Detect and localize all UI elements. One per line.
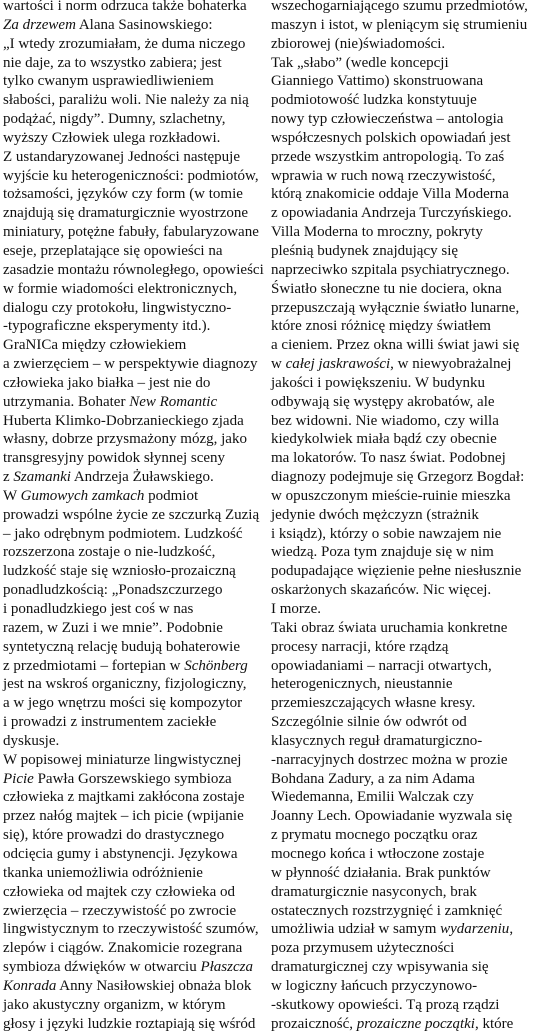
text-line-left xyxy=(3,261,268,280)
text-line-left xyxy=(3,506,268,525)
text-line-right xyxy=(271,525,537,544)
text-run: klasycznych reguł dramaturgiczno- xyxy=(271,732,483,749)
text-run: a cieniem. Przez okna willi świat jawi się xyxy=(271,337,520,354)
text-line-right xyxy=(271,468,537,487)
text-line-left xyxy=(3,694,268,713)
text-line-right xyxy=(271,72,537,91)
text-line-right xyxy=(271,0,537,16)
text-run: Andrzeja Żuławskiego. xyxy=(70,469,214,486)
text-line-right xyxy=(271,581,537,600)
text-line-left xyxy=(3,920,268,939)
text-run: maszyn i istot, w pleniącym się strumieniu xyxy=(271,16,528,33)
text-line-left xyxy=(3,0,268,16)
text-line-left xyxy=(3,129,268,148)
text-run: w xyxy=(271,356,286,373)
text-run: eseje, przeplatające się opowieści na xyxy=(3,242,223,259)
text-run: nowy typ człowieczeństwa – antologia xyxy=(271,111,504,128)
text-line-right xyxy=(271,280,537,299)
text-line-left xyxy=(3,770,268,789)
text-line-left xyxy=(3,16,268,35)
text-run: -typograficzne eksperymenty itd.). xyxy=(3,318,211,335)
text-line-right xyxy=(271,638,537,657)
text-line-left xyxy=(3,638,268,657)
text-line-left xyxy=(3,223,268,242)
text-run: Joanny Lech. Opowiadanie wyzwala się xyxy=(271,808,513,825)
text-line-left xyxy=(3,525,268,544)
text-run: Wiedemanna, Emilii Walczak czy xyxy=(271,789,474,806)
text-run: z prymatu mocnego początku oraz xyxy=(271,827,478,844)
text-run: Taki obraz świata uruchamia konkretne xyxy=(271,619,508,636)
text-line-right xyxy=(271,845,537,864)
text-line-left xyxy=(3,110,268,129)
text-run: jako akustyczny organizm, w którym xyxy=(3,996,226,1013)
text-line-right xyxy=(271,958,537,977)
text-run: człowieka jako białka – jest nie do xyxy=(3,374,211,391)
text-run: wartości i norm odrzuca także bohaterka xyxy=(3,0,247,14)
text-run: w opuszczonym mieście-ruinie mieszka xyxy=(271,487,511,504)
text-run: wyjście ku heterogeniczności: podmiotów, xyxy=(3,167,259,184)
text-line-right xyxy=(271,1015,537,1033)
text-run: i ksiądz), którzy o sobie nawzajem nie xyxy=(271,525,502,542)
text-run: -narracyjnych dostrzec można w prozie xyxy=(271,751,508,768)
text-line-right xyxy=(271,449,537,468)
text-line-right xyxy=(271,261,537,280)
text-run: opowiadaniami – narracji otwartych, xyxy=(271,657,492,674)
text-run: , xyxy=(509,921,514,938)
text-line-right xyxy=(271,770,537,789)
text-run: i prowadzi z instrumentem zaciekłe xyxy=(3,714,217,731)
text-run: lingwistycznym to rzeczywistość szumów, xyxy=(3,921,259,938)
text-run: „I wtedy zrozumiałam, że duma niczego xyxy=(3,35,246,52)
text-column-right xyxy=(271,0,537,1033)
text-run: Huberta Klimko-Dobrzanieckiego zjada xyxy=(3,412,244,429)
text-run: – jako odrębnym podmiotem. Ludzkość xyxy=(3,525,243,542)
text-run: wiedzą. Poza tym znajduje się w nim xyxy=(271,544,494,561)
text-run: umożliwia udział w samym xyxy=(271,921,441,938)
text-line-left xyxy=(3,713,268,732)
text-run: utrzymania. Bohater xyxy=(3,393,130,410)
text-run: W xyxy=(3,487,21,504)
text-line-right xyxy=(271,317,537,336)
text-run: Pawła Gorszewskiego symbioza xyxy=(33,770,232,787)
text-run: ponadludzkością: „Ponadszczurzego xyxy=(3,582,223,599)
text-line-right xyxy=(271,430,537,449)
text-run: razem, w Zuzi i we mnie”. Podobnie xyxy=(3,619,223,636)
text-run: i ponadludzkiego jest coś w nas xyxy=(3,601,194,617)
text-line-left xyxy=(3,619,268,638)
text-run: jedynie dwóch mężczyzn (strażnik xyxy=(271,506,479,523)
text-run: dialogu czy protokołu, lingwistyczno- xyxy=(3,299,232,316)
text-run: tylko cwanym usprawiedliwieniem xyxy=(3,73,214,90)
text-line-right xyxy=(271,675,537,694)
text-run: Szczególnie silnie ów odwrót od xyxy=(271,714,467,731)
italic-title: Za drzewem xyxy=(3,16,76,33)
text-run: rozszerzona zostaje o nie-ludzkość, xyxy=(3,544,216,561)
text-run: Gianniego Vattimo) skonstruowana xyxy=(271,73,484,90)
text-line-left xyxy=(3,374,268,393)
text-run: w formie wiadomości elektronicznych, xyxy=(3,280,238,297)
text-line-right xyxy=(271,883,537,902)
text-run: przez nałóg majtek – ich picie (wpijanie xyxy=(3,808,244,825)
text-run: zwierzęcia – rzeczywistość po zwrocie xyxy=(3,902,237,919)
text-line-right xyxy=(271,506,537,525)
text-run: poza przymusem użyteczności xyxy=(271,940,455,957)
text-line-left xyxy=(3,864,268,883)
text-run: z przedmiotami – fortepian w xyxy=(3,657,185,674)
text-line-right xyxy=(271,619,537,638)
text-run: podążać, nigdy”. Dumny, szlachetny, xyxy=(3,111,226,128)
text-line-left xyxy=(3,675,268,694)
text-line-left xyxy=(3,883,268,902)
text-line-left xyxy=(3,430,268,449)
text-line-left xyxy=(3,487,268,506)
text-line-right xyxy=(271,694,537,713)
text-run: a w jego wnętrzu mości się kompozytor xyxy=(3,695,243,712)
text-run: ma lokatorów. To nasz świat. Podobnej xyxy=(271,450,506,467)
text-run: tkanka uniemożliwia odróżnienie xyxy=(3,864,203,881)
text-run: dyskusje. xyxy=(3,732,60,749)
text-line-right xyxy=(271,185,537,204)
text-line-right xyxy=(271,826,537,845)
text-run: bez widowni. Nie wiadomo, czy willa xyxy=(271,412,499,429)
text-line-left xyxy=(3,280,268,299)
text-run: własny, dobrze przysmażony mózg, jako xyxy=(3,431,247,448)
text-run: syntetyczną relację budują bohaterowie xyxy=(3,638,240,655)
text-run: przemieszczających własne kresy. xyxy=(271,695,476,712)
text-line-right xyxy=(271,657,537,676)
text-run: człowieka z majtkami zakłócona zostaje xyxy=(3,789,245,806)
text-run: , które xyxy=(474,1015,514,1032)
text-run: wprawia w ruch nową rzeczywistość, xyxy=(271,167,496,184)
text-line-left xyxy=(3,91,268,110)
text-run: W popisowej miniaturze lingwistycznej xyxy=(3,751,242,768)
text-run: naprzeciwko szpitala psychiatrycznego. xyxy=(271,261,510,278)
text-line-right xyxy=(271,487,537,506)
text-run: a zwierzęciem – w perspektywie diagnozy xyxy=(3,356,258,373)
text-run: dramaturgicznej czy wpisywania się xyxy=(271,959,489,976)
text-line-right xyxy=(271,939,537,958)
text-line-right xyxy=(271,788,537,807)
text-run: człowieka od majtek czy człowieka od xyxy=(3,883,235,900)
text-line-left xyxy=(3,732,268,751)
text-line-right xyxy=(271,167,537,186)
text-line-right xyxy=(271,204,537,223)
text-line-right xyxy=(271,129,537,148)
text-line-left xyxy=(3,751,268,770)
italic-title: całej jaskrawości xyxy=(285,356,391,373)
text-run: transgresyjny powidok słynnej sceny xyxy=(3,450,226,467)
text-run: Alana Sasinowskiego: xyxy=(75,16,213,33)
text-run: ludzkość staje się wzniosło-prozaiczną xyxy=(3,563,236,580)
text-run: tożsamości, języków czy form (w tomie xyxy=(3,186,243,203)
text-line-right xyxy=(271,600,537,619)
text-run: , w niewyobrażalnej xyxy=(390,356,512,373)
text-run: podmiotowość ludzka konstytuuje xyxy=(271,92,477,109)
text-run: -skutkowy opowieści. Tą prozą rządzi xyxy=(271,996,500,1013)
text-run: kiedykolwiek miała bądź czy obecnie xyxy=(271,431,497,448)
text-line-left xyxy=(3,543,268,562)
text-line-left xyxy=(3,185,268,204)
text-run: głosy i języki ludzkie roztapiają się wśród xyxy=(3,1015,256,1032)
italic-title: New Romantic xyxy=(129,393,218,410)
text-run: Villa Moderna to mroczny, pokryty xyxy=(271,224,483,241)
text-line-right xyxy=(271,996,537,1015)
text-line-right xyxy=(271,223,537,242)
text-run: wyższy Człowiek ulega rozkładowi. xyxy=(3,129,221,146)
italic-title: Gumowych zamkach xyxy=(20,487,145,504)
text-line-left xyxy=(3,807,268,826)
text-run: Z ustandaryzowanej Jedności następuje xyxy=(3,148,241,165)
text-line-left xyxy=(3,355,268,374)
text-run: w płynność działania. Brak punktów xyxy=(271,864,491,881)
text-run: prozaiczność, xyxy=(271,1015,357,1032)
text-line-right xyxy=(271,91,537,110)
text-line-left xyxy=(3,148,268,167)
text-line-left xyxy=(3,581,268,600)
text-run: się), które prowadzi do drastycznego xyxy=(3,827,225,844)
italic-title: prozaiczne początki xyxy=(356,1015,475,1032)
text-line-left xyxy=(3,788,268,807)
text-line-right xyxy=(271,902,537,921)
text-line-right xyxy=(271,16,537,35)
italic-title: Szamanki xyxy=(13,469,71,486)
text-line-left xyxy=(3,393,268,412)
text-line-right xyxy=(271,242,537,261)
italic-title: Picie xyxy=(3,770,34,787)
text-line-right xyxy=(271,732,537,751)
italic-title: Schönberg xyxy=(184,657,248,674)
text-run: odbywają się występy akrobatów, ale xyxy=(271,393,495,410)
text-run: przepuszczają wyłącznie światło lunarne, xyxy=(271,299,520,316)
text-run: z xyxy=(3,469,14,486)
text-run: Światło słoneczne tu nie dociera, okna xyxy=(271,280,502,297)
text-run: znajdują się dramaturgicznie wyostrzone xyxy=(3,205,249,222)
text-line-right xyxy=(271,751,537,770)
text-run: podupadające więzienie pełne niesłusznie xyxy=(271,563,522,580)
text-line-right xyxy=(271,562,537,581)
text-line-left xyxy=(3,562,268,581)
text-line-right xyxy=(271,299,537,318)
text-run: mocnego końca i wtłoczone zostaje xyxy=(271,845,485,862)
text-run: którą znakomicie oddaje Villa Moderna xyxy=(271,186,509,203)
text-run: jest na wskroś organiczny, fizjologiczny, xyxy=(3,676,247,693)
text-run: symbioza dźwięków w otwarciu xyxy=(3,959,201,976)
text-line-left xyxy=(3,977,268,996)
italic-title: wydarzeniu xyxy=(440,921,510,938)
text-run: jakości i powiększeniu. W budynku xyxy=(271,374,485,391)
text-line-right xyxy=(271,977,537,996)
text-run: GraNICa między człowiekiem xyxy=(3,337,187,354)
text-run: zbiorowej (nie)świadomości. xyxy=(271,35,446,52)
text-run: oskarżonych skazańców. Nic więcej. xyxy=(271,582,492,599)
text-line-right xyxy=(271,35,537,54)
text-run: zlepów i ciągów. Znakomicie rozegrana xyxy=(3,940,243,957)
text-run: miniatury, potężne fabuły, fabularyzowane xyxy=(3,224,259,241)
text-line-right xyxy=(271,336,537,355)
text-run: heterogenicznych, nieustannie xyxy=(271,676,453,693)
text-line-right xyxy=(271,920,537,939)
text-run: prowadzi wspólne życie ze szczurką Zuzią xyxy=(3,506,260,523)
text-line-left xyxy=(3,204,268,223)
text-line-left xyxy=(3,600,268,619)
text-line-left xyxy=(3,902,268,921)
text-run: wszechogarniającego szumu przedmiotów, xyxy=(271,0,528,14)
text-line-right xyxy=(271,54,537,73)
text-line-left xyxy=(3,336,268,355)
text-run: procesy narracji, które rządzą xyxy=(271,638,449,655)
text-line-right xyxy=(271,807,537,826)
text-run: Tak „słabo” (wedle koncepcji xyxy=(271,54,449,71)
text-run: podmiot xyxy=(144,487,199,504)
text-line-right xyxy=(271,864,537,883)
text-run: dramaturgicznie nasyconych, brak xyxy=(271,883,477,900)
text-line-left xyxy=(3,468,268,487)
text-run: które znosi różnicę między światłem xyxy=(271,318,491,335)
text-run: odcięcia gumy i abstynencji. Językowa xyxy=(3,845,238,862)
text-run: Anny Nasiłowskiej obnaża blok xyxy=(56,977,252,994)
text-line-left xyxy=(3,845,268,864)
text-line-right xyxy=(271,110,537,129)
text-line-right xyxy=(271,412,537,431)
text-run: ostatecznych rozstrzygnięć i zamknięć xyxy=(271,902,503,919)
text-line-left xyxy=(3,167,268,186)
text-line-left xyxy=(3,242,268,261)
text-line-left xyxy=(3,657,268,676)
text-line-right xyxy=(271,543,537,562)
text-line-left xyxy=(3,412,268,431)
text-line-right xyxy=(271,713,537,732)
text-line-left xyxy=(3,1015,268,1033)
text-run: z opowiadania Andrzeja Turczyńskiego. xyxy=(271,205,512,222)
text-run: przede wszystkim antropologią. To zaś xyxy=(271,148,505,165)
text-line-left xyxy=(3,54,268,73)
text-column-left xyxy=(3,0,268,1033)
text-line-right xyxy=(271,393,537,412)
text-line-right xyxy=(271,355,537,374)
text-line-left xyxy=(3,996,268,1015)
text-run: diagnozy podejmuje się Grzegorz Bogdał: xyxy=(271,469,525,486)
text-line-left xyxy=(3,35,268,54)
text-line-left xyxy=(3,958,268,977)
text-line-left xyxy=(3,449,268,468)
text-line-left xyxy=(3,299,268,318)
text-run: słabości, paraliżu woli. Nie należy za nią xyxy=(3,92,249,109)
text-run: w logiczny łańcuch przyczynowo- xyxy=(271,977,478,994)
text-line-left xyxy=(3,317,268,336)
italic-title: Konrada xyxy=(3,977,57,994)
italic-title: Płaszcza xyxy=(200,959,253,976)
text-line-left xyxy=(3,72,268,91)
text-line-right xyxy=(271,148,537,167)
text-run: pleśnią budynek znajdujący się xyxy=(271,242,459,259)
text-run: nie daje, za to wszystko zabiera; jest xyxy=(3,54,222,71)
text-line-left xyxy=(3,826,268,845)
text-run: Bohdana Zadury, a za nim Adama xyxy=(271,770,475,787)
text-line-left xyxy=(3,939,268,958)
text-run: I morze. xyxy=(271,601,321,617)
text-run: współczesnych polskich opowiadań jest xyxy=(271,129,511,146)
text-line-right xyxy=(271,374,537,393)
text-run: zasadzie montażu równoległego, opowieści xyxy=(3,261,264,278)
